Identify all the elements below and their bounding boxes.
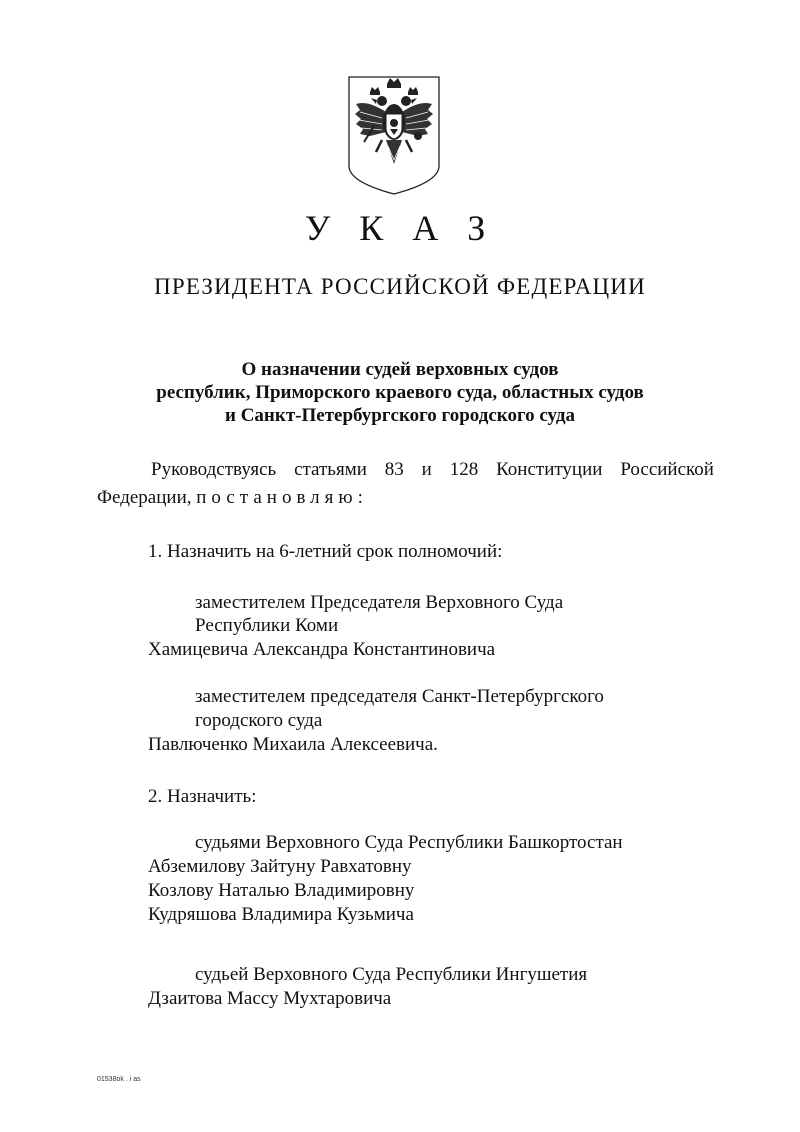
heading-line: О назначении судей верховных судов [241,359,559,380]
appointee-name: Хамицевича Александра Константиновича [148,639,496,660]
preamble-word: статьями [294,459,367,480]
preamble-word: и [421,459,432,480]
appointee-name: Дзаитова Массу Мухтаровича [148,988,392,1009]
preamble-paragraph [97,456,714,512]
position-line: заместителем Председателя Верховного Суда [195,592,564,613]
position-line: судьей Верховного Суда Республики Ингушетия [195,964,588,985]
decree-heading [0,358,800,427]
coat-of-arms-emblem [346,74,442,196]
item-1-title: 1. Назначить на 6-летний срок полномочий: [148,541,503,562]
issuer-subtitle: ПРЕЗИДЕНТА РОССИЙСКОЙ ФЕДЕРАЦИИ [154,274,646,299]
document-type-title: У К А З [304,208,496,248]
preamble-word: 128 [449,459,479,480]
appointee-name: Кудряшова Владимира Кузьмича [148,904,414,925]
heading-line: и Санкт-Петербургского городского суда [225,405,575,426]
appointee-name: Козлову Наталью Владимировну [148,880,415,901]
heading-line: республик, Приморского краевого суда, областных судов [156,382,644,403]
preamble-word: Российской [620,459,714,480]
preamble-word: Конституции [496,459,603,480]
position-line: судьями Верховного Суда Республики Башкортостан [195,832,623,853]
position-line: заместителем председателя Санкт-Петербургского [195,686,604,707]
russian-coat-of-arms-icon [346,74,442,196]
resolution-word: постановляю: [196,487,368,508]
preamble-word: 83 [384,459,404,480]
document-code: 01538ok . i as [97,1076,141,1083]
appointee-name: Павлюченко Михаила Алексеевича. [148,734,438,755]
appointee-name: Абземилову Зайтуну Равхатовну [148,856,412,877]
item-2-title: 2. Назначить: [148,786,257,807]
preamble-line2-start: Федерации, [97,487,192,508]
position-line: Республики Коми [195,615,339,636]
position-line: городского суда [195,710,323,731]
preamble-word: Руководствуясь [151,459,277,480]
